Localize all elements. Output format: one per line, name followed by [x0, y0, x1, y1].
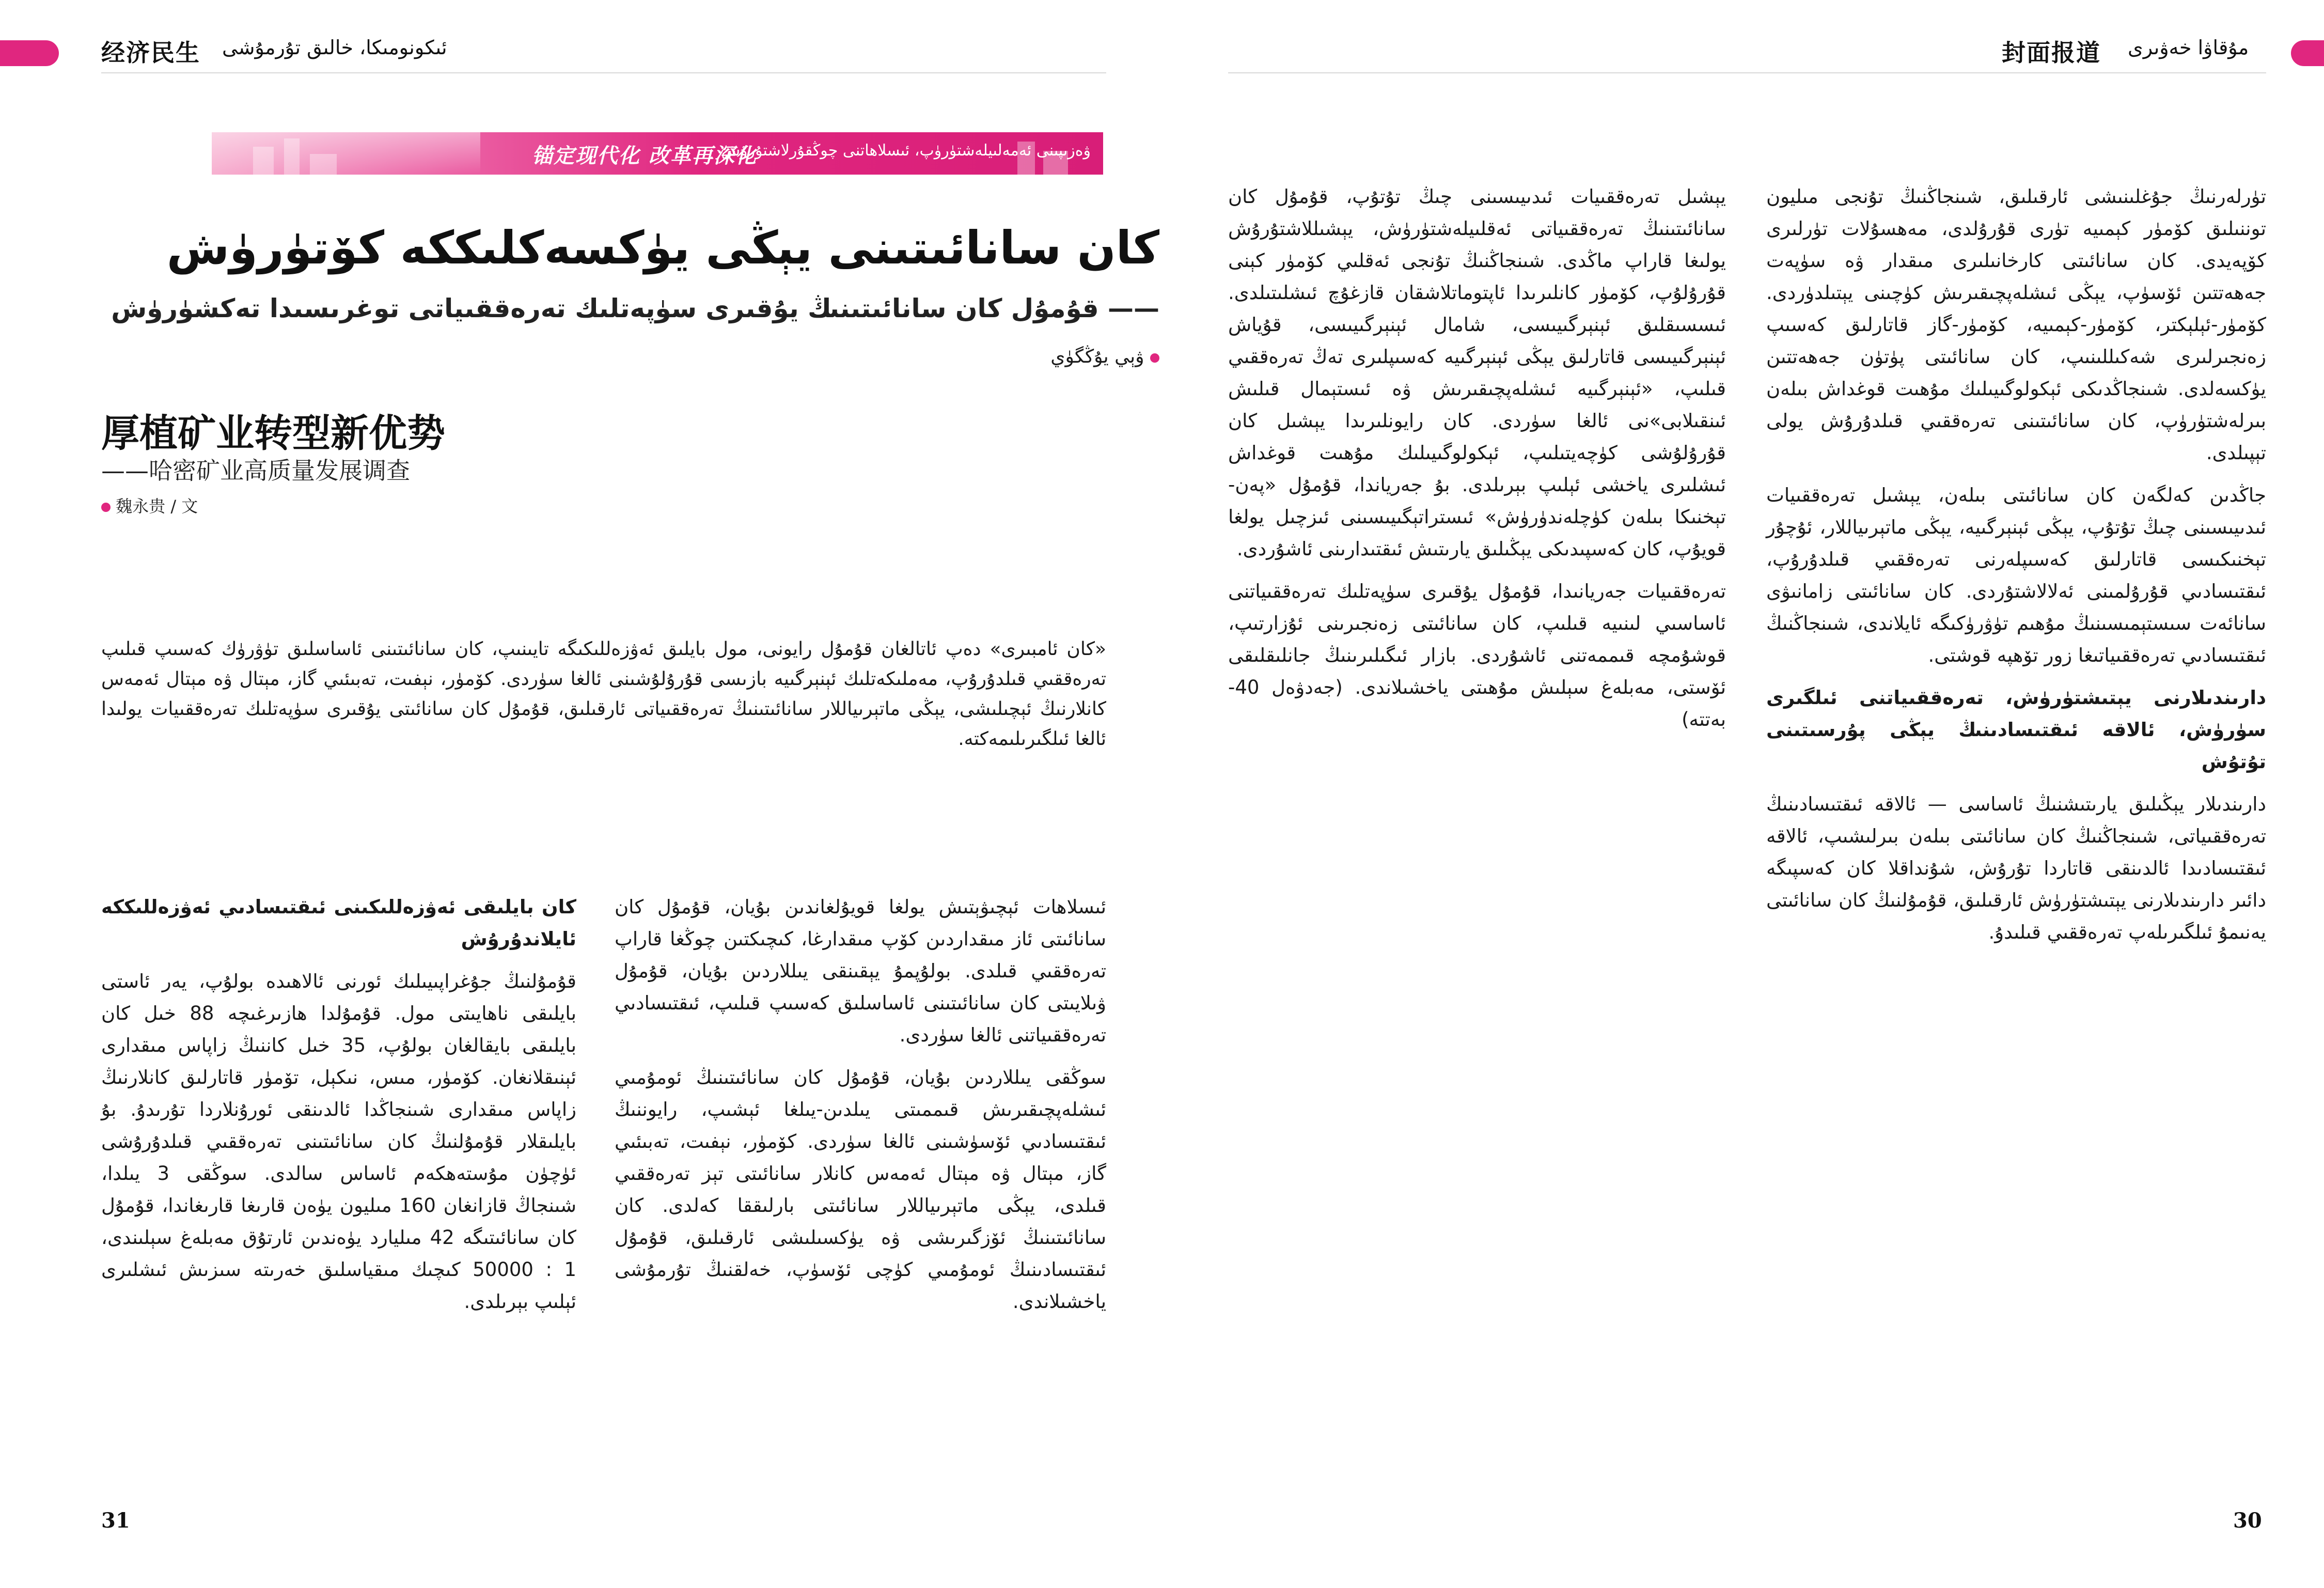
byline-dot-icon: [101, 503, 111, 512]
author-name-cn: 魏永贵 / 文: [116, 496, 198, 516]
left-header-section-cn: 经济民生: [101, 39, 200, 67]
right-header-rule: [1228, 72, 2266, 73]
banner-building-shape: [284, 138, 300, 175]
section-heading: كان بايلىقى ئەۋزەللىكىنى ئىقتىسادىي ئەۋزەللىككە ئايلاندۇرۇش: [101, 896, 576, 950]
article-subtitle-ug: —— قۇمۇل كان سانائىتىنىڭ يۇقىرى سۈپەتلىك تەرەققىياتى توغرىسىدا تەكشۈرۈش: [111, 293, 1159, 323]
body-paragraph: ئىسلاھات ئېچىۋېتىش يولغا قويۇلغاندىن بۇيان، قۇمۇل كان سانائىتى ئاز مىقداردىن كۆپ مىقدارغا، كىچىكتىن چوڭغا قاراپ تەرەققىي قىلدى. بولۇپمۇ يېقىنقى يىللاردىن بۇيان، قۇمۇل ۋىلايىتى كان سانائىتىنى ئاساسلىق كەسىپ قىلىپ، ئىقتىسادىي تەرەققىياتنى ئالغا سۈردى.: [615, 896, 1106, 1046]
body-column-1: [101, 891, 576, 1328]
article-title-cn: 厚植矿业转型新优势: [101, 411, 445, 456]
left-page-tab: [0, 40, 59, 66]
banner-skyline: [212, 132, 480, 175]
banner-title-cn: 锚定现代化 改革再深化: [532, 144, 757, 168]
left-header-section-ug: ئىكونومىكا، خالىق تۇرمۇشى: [222, 36, 447, 59]
byline-dot-icon: [1150, 353, 1159, 363]
section-banner: [212, 132, 1103, 175]
article-subtitle-cn: ——哈密矿业高质量发展调查: [101, 457, 410, 485]
author-byline-cn: [101, 493, 198, 517]
body-paragraph: قۇمۇلنىڭ جۇغراپىيىلىك ئورنى ئالاھىدە بولۇپ، يەر ئاستى بايلىقى ناھايىتى مول. قۇمۇلدا ھازىرغىچە 88 خىل كان بايلىقى بايقالغان بولۇپ، 35 خىل كاننىڭ زاپاس مىقدارى ئېنىقلانغان. كۆمۈر، مىس، نىكېل، تۆمۈر قاتارلىق كانلارنىڭ زاپاس مىقدارى شىنجاڭدا ئالدىنقى ئورۇنلاردا تۇرىدۇ. بۇ بايلىقلار قۇمۇلنىڭ كان سانائىتىنى تەرەققىي قىلدۇرۇشى ئۈچۈن مۇستەھكەم ئاساس سالدى. سوڭقى 3 يىلدا، شىنجاڭ قازانغان 160 مىليون يۈەن قارىغا قارىغاندا، قۇمۇل كان سانائىتىگە 42 مىليارد يۈەندىن ئارتۇق مەبلەغ سېلىندى، 1 : 50000 كىچىك مىقياسلىق خەرىتە سىزىش ئىشلىرى ئېلىپ بېرىلدى.: [101, 970, 576, 1313]
body-paragraph: سوڭقى يىللاردىن بۇيان، قۇمۇل كان سانائىتىنىڭ ئومۇمىي ئىشلەپچىقىرىش قىممىتى يىلدىن-يىلغا ئېشىپ، رايوننىڭ ئىقتىسادىي ئۆسۈشىنى ئالغا سۈردى. كۆمۈر، نېفىت، تەبىئىي گاز، مېتال ۋە مېتال ئەمەس كانلار سانائىتى تېز تەرەققىي قىلدى، يېڭى ماتېرىياللار سانائىتى بارلىققا كەلدى. كان سانائىتىنىڭ ئۆزگىرىشى ۋە يۈكسىلىشى ئارقىلىق، قۇمۇل ئىقتىسادىنىڭ ئومۇمىي كۈچى ئۆسۈپ، خەلقنىڭ تۇرمۇشى ياخشىلاندى.: [615, 1066, 1106, 1313]
right-page-tab: [2291, 40, 2324, 66]
banner-title-ug: ۋەزىپىنى ئەمەلىيلەشتۈرۈپ، ئىسلاھاتنى چوڭقۇرلاشتۇرۇش: [721, 142, 1091, 160]
body-column-2: [615, 891, 1106, 1328]
author-byline-ug: [1050, 346, 1159, 367]
body-paragraph: دارىندىلار يېڭىلىق يارىتىشنىڭ ئاساسى — ئالاقە ئىقتىسادىنىڭ تەرەققىياتى، شىنجاڭنىڭ كان سانائىتى بىلەن بىرلىشىپ، ئالاقە ئىقتىسادىدا ئالدىنقى قاتاردا تۇرۇش، شۇنداقلا كان كەسپىگە دائىر دارىندىلارنى يېتىشتۈرۈش ئارقىلىق، قۇمۇلنىڭ كان سانائىتى يەنىمۇ ئىلگىرىلەپ تەرەققىي قىلىدۇ.: [1766, 793, 2266, 943]
body-column-4: [1766, 181, 2266, 959]
article-title-ug: كان سانائىتىنى يېڭى يۈكسەكلىككە كۆتۈرۈش: [166, 221, 1159, 274]
left-header-rule: [101, 72, 1106, 73]
page-number-right: 30: [2233, 1508, 2262, 1533]
banner-building-shape: [253, 147, 274, 175]
right-header-section-ug: مۇقاۋا خەۋىرى: [2128, 36, 2249, 59]
body-paragraph: تۈرلەرنىڭ جۇغلىنىشى ئارقىلىق، شىنجاڭنىڭ تۇنجى مىليون توننىلىق كۆمۈر كېمىيە تۈرى قۇرۇلدى، مەھسۇلات تۈرلىرى كۆپەيدى. كان سانائىتى كارخانىلىرى مىقدار ۋە سۈپەت جەھەتتىن ئۆسۈپ، يېڭى ئىشلەپچىقىرىش كۈچىنى يېتىلدۈردى. كۆمۈر-ئېلېكتر، كۆمۈر-كېمىيە، كۆمۈر-گاز قاتارلىق كەسىپ زەنجىرلىرى شەكىللىنىپ، كان سانائىتى پۈتۈن جەھەتتىن يۈكسەلدى. شىنجاڭدىكى ئېكولوگىيىلىك مۇھىت قوغداش بىلەن بىرلەشتۈرۈپ، كان سانائىتىنى تەرەققىي قىلدۇرۇش يولى تېپىلدى.: [1766, 185, 2266, 464]
body-column-3: [1228, 181, 1726, 746]
page-number-left: 31: [101, 1508, 130, 1533]
body-paragraph: يېشىل تەرەققىيات ئىدىيىسىنى چىڭ تۇتۇپ، قۇمۇل كان سانائىتىنىڭ تەرەققىياتى ئەقلىيلەشتۈرۈش، يېشىللاشتۇرۇش يولىغا قاراپ ماڭدى. شىنجاڭنىڭ تۇنجى ئەقلىي كۆمۈر كېنى قۇرۇلۇپ، كۆمۈر كانلىرىدا ئاپتوماتلاشقان قازغۇچ ئىشلىتىلدى. ئىسسىقلىق ئېنېرگىيىسى، شامال ئېنېرگىيىسى، قۇياش ئېنېرگىيىسى قاتارلىق يېڭى ئېنېرگىيە كەسىپلىرى تەڭ تەرەققىي قىلىپ، «ئېنېرگىيە ئىشلەپچىقىرىش ۋە ئىستېمال قىلىش ئىنقىلابى»نى ئالغا سۈردى. كان رايونلىرىدا يېشىل كان قۇرۇلۇشى كۈچەيتىلىپ، ئېكولوگىيىلىك مۇھىت قوغداش ئىشلىرى ياخشى ئېلىپ بېرىلدى. بۇ جەرياندا، قۇمۇل «پەن-تېخنىكا بىلەن كۈچلەندۈرۈش» ئىستراتېگىيىسىنى ئىزچىل يولغا قويۇپ، كان كەسپىدىكى يېڭىلىق يارىتىش ئىقتىدارىنى ئاشۇردى.: [1228, 185, 1726, 560]
section-heading: دارىندىلارنى يېتىشتۈرۈش، تەرەققىياتنى ئىلگىرى سۈرۈش، ئالاقە ئىقتىسادىنىڭ يېڭى پۇرسىتىنى تۇتۇش: [1766, 687, 2266, 773]
right-header-section-cn: 封面报道: [2002, 39, 2101, 67]
author-name-ug: ۋېي يۇڭگۈي: [1050, 346, 1144, 367]
banner-building-shape: [310, 154, 337, 175]
body-paragraph: جاڭدىن كەلگەن كان سانائىتى بىلەن، يېشىل تەرەققىيات ئىدىيىسىنى چىڭ تۇتۇپ، يېڭى ئېنېرگىيە، يېڭى ماتېرىياللار، ئۇچۇر تېخنىكىسى قاتارلىق كەسىپلەرنى تەرەققىي قىلدۇرۇپ، ئىقتىسادىي قۇرۇلمىنى ئەلالاشتۇردى. كان سانائىتى زامانىۋى سانائەت سىستېمىسىنىڭ مۇھىم تۈۋرۈكىگە ئايلاندى، شىنجاڭنىڭ ئىقتىسادىي تەرەققىياتىغا زور تۆھپە قوشتى.: [1766, 484, 2266, 666]
body-paragraph: تەرەققىيات جەريانىدا، قۇمۇل يۇقىرى سۈپەتلىك تەرەققىياتنى ئاساسىي لىنىيە قىلىپ، كان سانائىتى زەنجىرىنى ئۇزارتىپ، قوشۇمچە قىممەتنى ئاشۇردى. بازار ئىگىلىرىنىڭ جانلىقلىقى ئۆستى، مەبلەغ سېلىش مۇھىتى ياخشىلاندى. (جەدۋەل 40-بەتتە): [1228, 580, 1726, 730]
article-lead-paragraph: «كان ئامبىرى» دەپ ئاتالغان قۇمۇل رايونى، مول بايلىق ئەۋزەللىكىگە تايىنىپ، كان سانائىتىنى ئاساسلىق تۈۋرۈك كەسىپ قىلىپ تەرەققىي قىلدۇرۇپ، مەملىكەتلىك ئېنېرگىيە بازىسى قۇرۇلۇشىنى ئالغا سۈردى. كۆمۈر، نېفىت، تەبىئىي گاز، مېتال ۋە مېتال ئەمەس كانلارنىڭ ئېچىلىشى، يېڭى ماتېرىياللار سانائىتىنىڭ تەرەققىياتى ئارقىلىق، قۇمۇل كان سانائىتى يۇقىرى سۈپەتلىك تەرەققىيات يولىدا ئالغا ئىلگىرىلىمەكتە.: [101, 639, 1106, 750]
